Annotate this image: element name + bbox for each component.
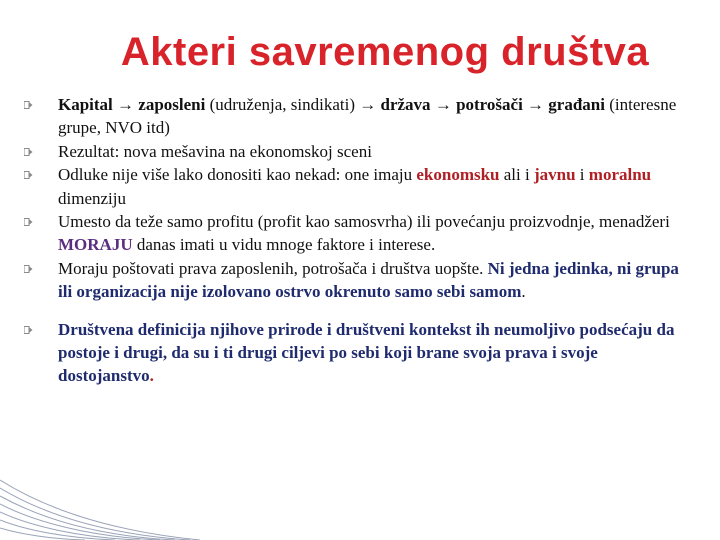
bullet-item-decisions [22,163,694,210]
bullet-item-capital [22,93,694,140]
text-interest-groups: (interesne grupe, NVO itd) [58,95,677,138]
text-final-period: . [149,366,154,386]
text-dimension: dimenziju [58,188,126,208]
text-employees: → zaposleni [112,95,206,114]
bullet-item-managers [22,210,694,257]
text-consumers-citizens: potrošači → građani [456,95,605,114]
text-social-definition: Društvena definicija njihove prirode i društveni kontekst ih neumoljivo podsećaju da postoje i drugi, da su i ti drugi ciljevi po sebi koji brane svoja prava i svoje dostojanstvo [58,319,675,386]
arrow-square-bullet-icon [24,326,33,334]
arrow-square-bullet-icon [24,101,33,109]
text-public: javnu [533,165,576,185]
text-arrow: → [430,95,457,114]
arrow-square-bullet-icon [24,218,33,226]
arrow-square-bullet-icon [24,148,33,156]
text-no-island: Ni jedna jedinka, ni grupa ili organizacija nije izolovano ostrvo okrenuto samo sebi samom [58,258,679,302]
bullet-list [22,93,694,388]
bullet-item-rights [22,257,694,304]
bullet-item-result [22,140,694,163]
text-moral: moralnu [588,165,652,185]
text-but-also: ali i [499,165,534,185]
text-economic: ekonomsku [416,165,500,185]
text-unions: (udruženja, sindikati) → [205,95,381,114]
text-result: Rezultat: nova mešavina na ekonomskoj sceni [58,141,372,161]
arrow-square-bullet-icon [24,265,33,273]
text-state: država [380,95,431,114]
text-must: MORAJU [58,235,133,255]
arrow-square-bullet-icon [24,171,33,179]
text-capital: Kapital [58,95,113,114]
bullet-item-social-definition [22,318,694,388]
text-instead-of-profit: Umesto da teže samo profitu (profit kao samosvrha) ili povećanju proizvodnje, menadžeri [58,212,670,232]
text-factors-interests: danas imati u vidu mnoge faktore i interese. [132,235,436,255]
text-period: . [521,282,526,302]
text-and: i [575,165,589,185]
text-respect-rights: Moraju poštovati prava zaposlenih, potrošača i društva uopšte. [58,258,488,278]
decorative-corner-lines [0,450,200,540]
text-decisions: Odluke nije više lako donositi kao nekad: one imaju [58,165,417,185]
slide-title: Akteri savremenog društva [120,30,650,74]
